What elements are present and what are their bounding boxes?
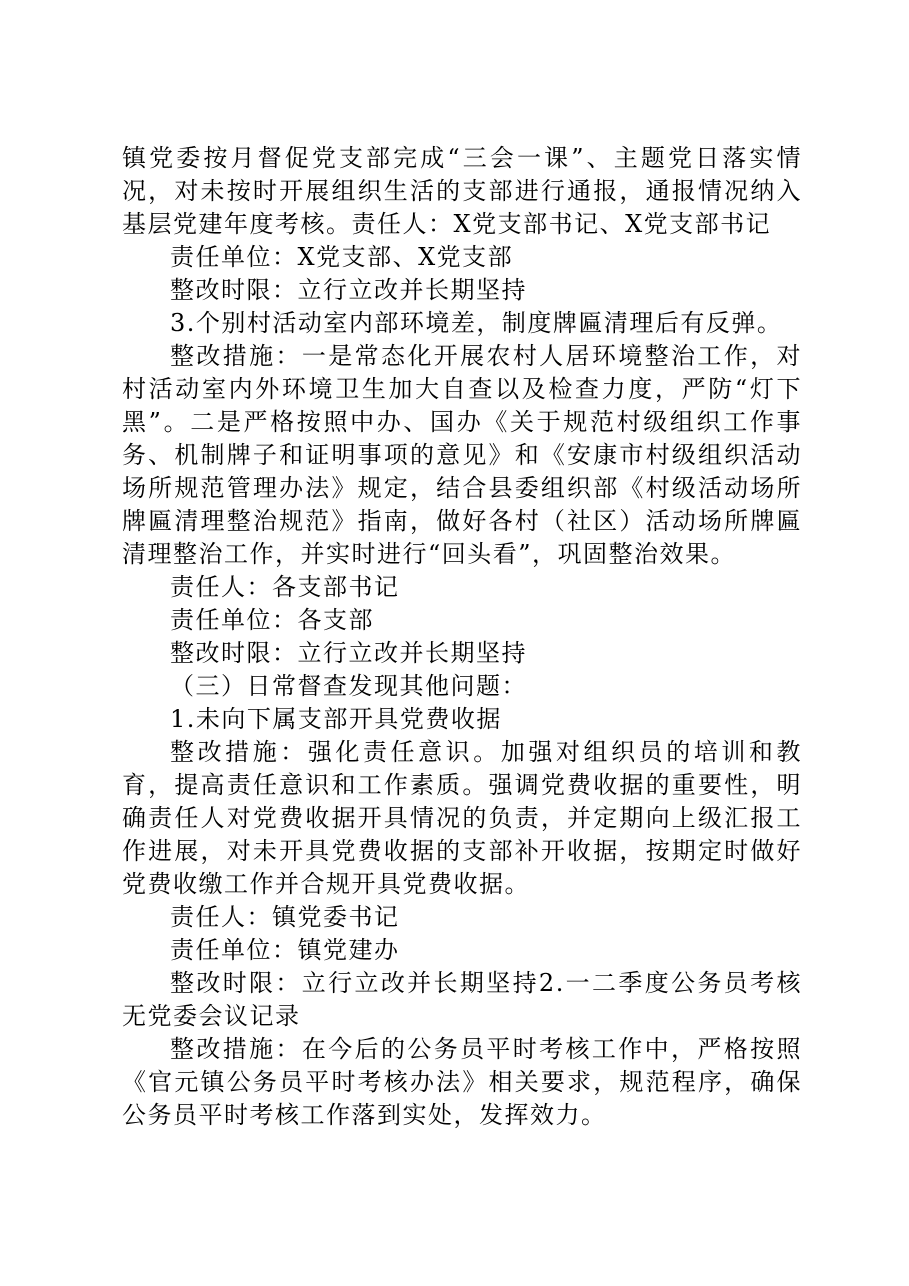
paragraph: 责任单位：镇党建办 <box>170 936 400 964</box>
paragraph: 责任人：各支部书记 <box>170 573 400 601</box>
document-page <box>122 142 802 1132</box>
paragraph: 责任单位：各支部 <box>170 606 374 634</box>
paragraph: 整改措施：在今后的公务员平时考核工作中，严格按照《官元镇公务员平时考核办法》相关要求，规范程序，确保公务员平时考核工作落到实处，发挥效力。 <box>122 1035 802 1129</box>
section-heading: （三）日常督查发现其他问题： <box>170 672 527 700</box>
paragraph: 整改时限：立行立改并长期坚持 <box>170 276 527 304</box>
paragraph: 镇党委按月督促党支部完成“三会一课”、主题党日落实情况，对未按时开展组织生活的支部进行通报，通报情况纳入基层党建年度考核。责任人：X党支部书记、X党支部书记 <box>122 144 802 238</box>
paragraph: 整改措施：一是常态化开展农村人居环境整治工作，对村活动室内外环境卫生加大自查以及检查力度，严防“灯下黑”。二是严格按照中办、国办《关于规范村级组织工作事务、机制牌子和证明事项的意见》和《安康市村级组织活动场所规范管理办法》规定，结合县委组织部《村级活动场所牌匾清理整治规范》指南，做好各村（社区）活动场所牌匾清理整治工作，并实时进行“回头看”，巩固整治效果。 <box>122 342 802 568</box>
paragraph: 整改时限：立行立改并长期坚持2.一二季度公务员考核无党委会议记录 <box>122 969 802 1030</box>
paragraph: 责任单位：X党支部、X党支部 <box>170 243 514 271</box>
paragraph: 3.个别村活动室内部环境差，制度牌匾清理后有反弹。 <box>170 309 783 337</box>
paragraph: 整改措施：强化责任意识。加强对组织员的培训和教育，提高责任意识和工作素质。强调党费收据的重要性，明确责任人对党费收据开具情况的负责，并定期向上级汇报工作进展，对未开具党费收据的支部补开收据，按期定时做好党费收缴工作并合规开具党费收据。 <box>122 738 802 898</box>
paragraph: 整改时限：立行立改并长期坚持 <box>170 639 527 667</box>
paragraph: 1.未向下属支部开具党费收据 <box>170 705 502 733</box>
paragraph: 责任人：镇党委书记 <box>170 903 400 931</box>
